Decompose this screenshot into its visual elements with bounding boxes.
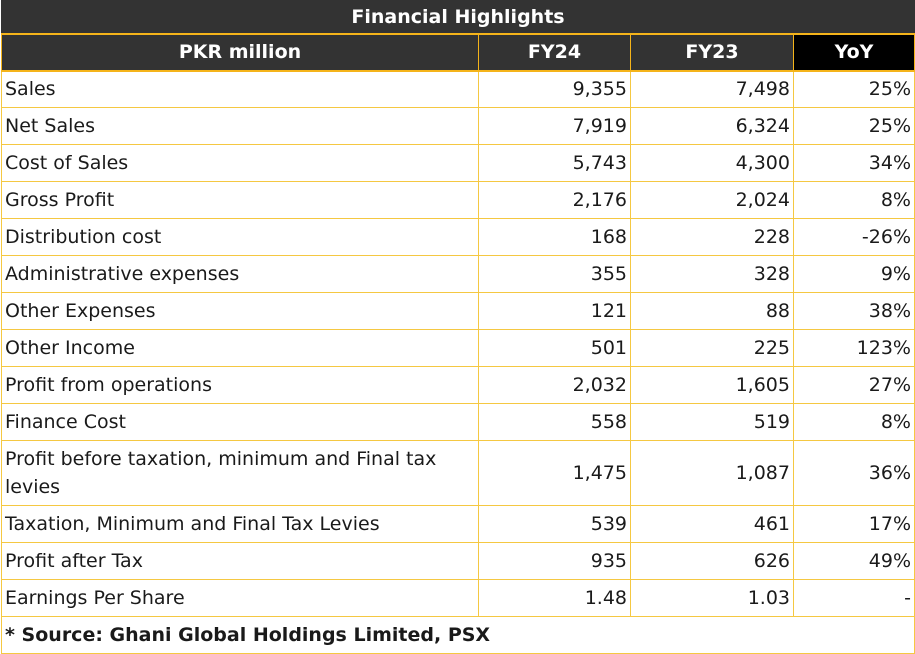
row-fy23-value: 461 (631, 506, 794, 543)
row-fy23-value: 1,087 (631, 441, 794, 506)
header-pkr-million: PKR million (2, 34, 479, 71)
row-fy23-value: 228 (631, 219, 794, 256)
row-yoy-value: 9% (794, 256, 915, 293)
row-fy24-value: 935 (479, 543, 631, 580)
row-fy24-value: 9,355 (479, 71, 631, 108)
row-yoy-value: 25% (794, 108, 915, 145)
row-fy24-value: 539 (479, 506, 631, 543)
row-yoy-value: 36% (794, 441, 915, 506)
table-row (2, 293, 915, 330)
row-fy23-value: 626 (631, 543, 794, 580)
row-fy24-value: 558 (479, 404, 631, 441)
row-label: Profit before taxation, minimum and Final tax levies (2, 441, 479, 506)
row-fy23-value: 4,300 (631, 145, 794, 182)
table-row (2, 580, 915, 617)
header-yoy: YoY (794, 34, 915, 71)
row-yoy-value: 8% (794, 182, 915, 219)
table-row (2, 219, 915, 256)
table-row (2, 441, 915, 506)
table-row (2, 145, 915, 182)
row-yoy-value: 25% (794, 71, 915, 108)
row-label: Other Income (2, 330, 479, 367)
table-row (2, 71, 915, 108)
header-fy23: FY23 (631, 34, 794, 71)
row-yoy-value: 49% (794, 543, 915, 580)
row-yoy-value: 17% (794, 506, 915, 543)
row-label: Taxation, Minimum and Final Tax Levies (2, 506, 479, 543)
row-fy23-value: 1,605 (631, 367, 794, 404)
row-yoy-value: - (794, 580, 915, 617)
row-fy24-value: 2,032 (479, 367, 631, 404)
row-fy23-value: 2,024 (631, 182, 794, 219)
row-fy23-value: 328 (631, 256, 794, 293)
row-yoy-value: 27% (794, 367, 915, 404)
table-title-row (2, 1, 915, 34)
table-row (2, 330, 915, 367)
table-row (2, 108, 915, 145)
row-fy23-value: 7,498 (631, 71, 794, 108)
financial-highlights-table (1, 0, 915, 654)
row-fy24-value: 168 (479, 219, 631, 256)
table-row (2, 506, 915, 543)
row-yoy-value: 34% (794, 145, 915, 182)
row-label: Sales (2, 71, 479, 108)
row-label: Cost of Sales (2, 145, 479, 182)
table-row (2, 256, 915, 293)
header-fy24: FY24 (479, 34, 631, 71)
table-row (2, 543, 915, 580)
row-fy24-value: 121 (479, 293, 631, 330)
table-row (2, 182, 915, 219)
row-label: Finance Cost (2, 404, 479, 441)
row-fy24-value: 2,176 (479, 182, 631, 219)
source-row (2, 617, 915, 654)
row-yoy-value: 8% (794, 404, 915, 441)
row-label: Profit after Tax (2, 543, 479, 580)
row-label: Administrative expenses (2, 256, 479, 293)
table-row (2, 367, 915, 404)
row-label: Profit from operations (2, 367, 479, 404)
row-fy23-value: 88 (631, 293, 794, 330)
row-yoy-value: 123% (794, 330, 915, 367)
table-body (2, 71, 915, 617)
row-label: Other Expenses (2, 293, 479, 330)
row-fy23-value: 6,324 (631, 108, 794, 145)
row-label: Net Sales (2, 108, 479, 145)
table-row (2, 404, 915, 441)
table-header-row (2, 34, 915, 71)
row-fy23-value: 1.03 (631, 580, 794, 617)
row-fy23-value: 225 (631, 330, 794, 367)
row-yoy-value: -26% (794, 219, 915, 256)
row-fy24-value: 1.48 (479, 580, 631, 617)
source-note: * Source: Ghani Global Holdings Limited, PSX (2, 617, 915, 654)
row-fy24-value: 5,743 (479, 145, 631, 182)
row-fy23-value: 519 (631, 404, 794, 441)
table-title: Financial Highlights (2, 1, 915, 34)
row-label: Distribution cost (2, 219, 479, 256)
row-fy24-value: 1,475 (479, 441, 631, 506)
row-label: Gross Profit (2, 182, 479, 219)
row-fy24-value: 7,919 (479, 108, 631, 145)
row-fy24-value: 501 (479, 330, 631, 367)
row-fy24-value: 355 (479, 256, 631, 293)
row-yoy-value: 38% (794, 293, 915, 330)
row-label: Earnings Per Share (2, 580, 479, 617)
